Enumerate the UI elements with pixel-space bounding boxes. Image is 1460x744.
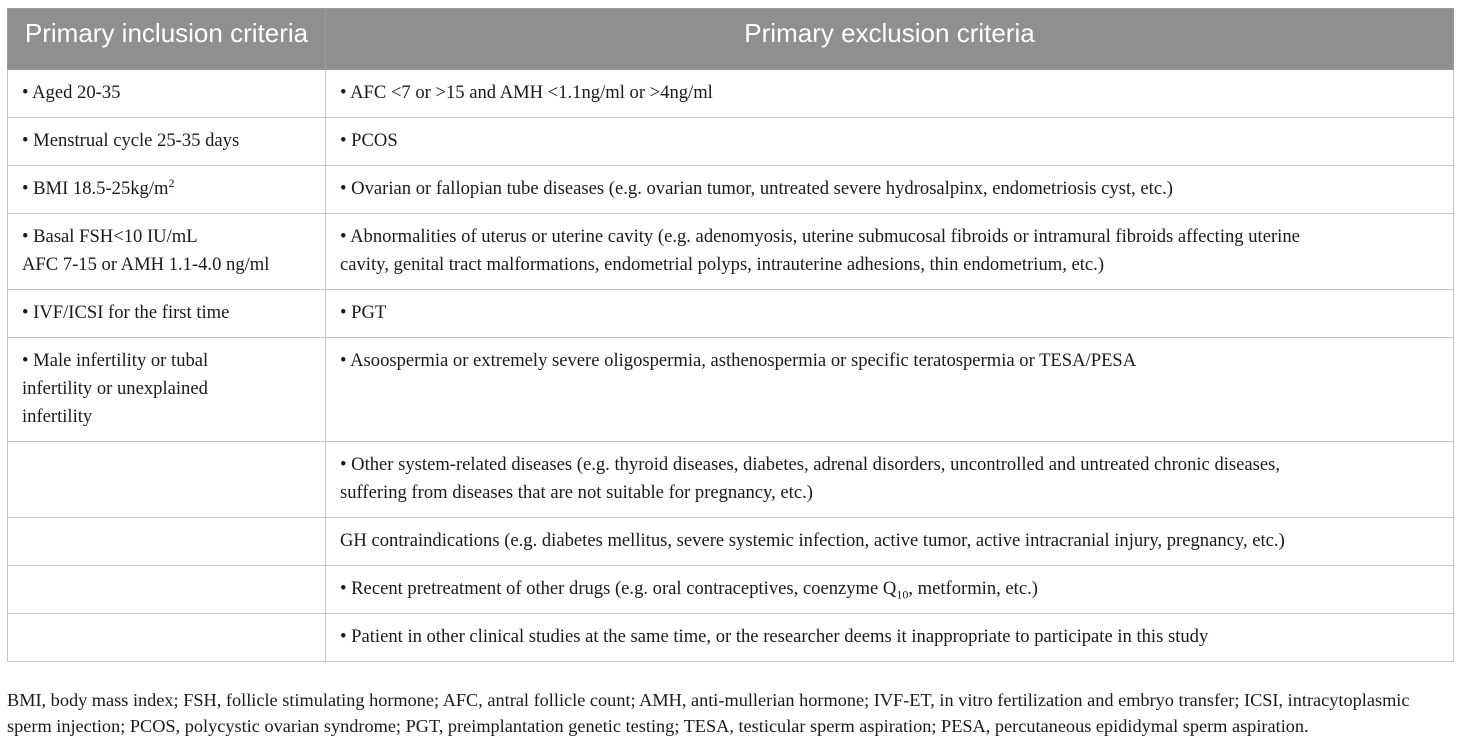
inclusion-text: • Male infertility or tubal: [22, 350, 209, 371]
exclusion-text: • Ovarian or fallopian tube diseases (e.g. ovarian tumor, untreated severe hydrosalpinx, endometriosis cyst, etc.): [340, 178, 1173, 199]
exclusion-header: Primary exclusion criteria: [326, 9, 1454, 70]
table-row: [8, 338, 1454, 442]
exclusion-text: GH contraindications (e.g. diabetes mellitus, severe systemic infection, active tumor, active intracranial injury, pregnancy, etc.): [340, 530, 1285, 551]
criteria-table: [7, 8, 1454, 662]
exclusion-cell: [326, 442, 1454, 518]
exclusion-cell: [326, 70, 1454, 118]
table-row: [8, 518, 1454, 566]
inclusion-cell: [8, 442, 326, 518]
inclusion-cell: [8, 118, 326, 166]
exclusion-cell: [326, 518, 1454, 566]
table-header-row: [8, 9, 1454, 70]
exclusion-text: • PCOS: [340, 130, 398, 151]
table-row: [8, 442, 1454, 518]
exclusion-text: cavity, genital tract malformations, endometrial polyps, intrauterine adhesions, thin endometrium, etc.): [340, 254, 1105, 275]
inclusion-text: infertility: [22, 406, 93, 427]
table-row: [8, 290, 1454, 338]
table-row: [8, 566, 1454, 614]
inclusion-cell: [8, 290, 326, 338]
table-footnote: [7, 687, 1457, 739]
inclusion-cell: [8, 166, 326, 214]
inclusion-cell: [8, 566, 326, 614]
exclusion-cell: [326, 566, 1454, 614]
exclusion-cell: [326, 290, 1454, 338]
exclusion-cell: [326, 118, 1454, 166]
table-row: [8, 70, 1454, 118]
table-row: [8, 214, 1454, 290]
inclusion-cell: [8, 70, 326, 118]
inclusion-text: • Basal FSH<10 IU/mL: [22, 226, 198, 247]
table-row: [8, 166, 1454, 214]
exclusion-cell: [326, 166, 1454, 214]
inclusion-cell: [8, 338, 326, 442]
inclusion-text: • BMI 18.5-25kg/m: [22, 178, 169, 199]
inclusion-header: Primary inclusion criteria: [8, 9, 326, 70]
inclusion-text: • Menstrual cycle 25-35 days: [22, 130, 240, 151]
inclusion-cell: [8, 214, 326, 290]
inclusion-text: infertility or unexplained: [22, 378, 208, 399]
exclusion-cell: [326, 214, 1454, 290]
exclusion-text: suffering from diseases that are not suitable for pregnancy, etc.): [340, 482, 813, 503]
footnote-line: BMI, body mass index; FSH, follicle stimulating hormone; AFC, antral follicle count; AMH, anti-mullerian hormone; IVF-ET, in vitro fertilization and embryo transfer; ICSI, intracytoplasmic: [7, 690, 1410, 710]
exclusion-cell: [326, 338, 1454, 442]
table-row: [8, 118, 1454, 166]
inclusion-cell: [8, 614, 326, 662]
inclusion-text: • Aged 20-35: [22, 82, 121, 103]
exclusion-cell: [326, 614, 1454, 662]
subscript-text: 10: [896, 587, 909, 602]
exclusion-text: • Patient in other clinical studies at the same time, or the researcher deems it inappropriate to participate in this study: [340, 626, 1209, 647]
inclusion-cell: [8, 518, 326, 566]
exclusion-text: • AFC <7 or >15 and AMH <1.1ng/ml or >4ng/ml: [340, 82, 713, 103]
inclusion-text: AFC 7-15 or AMH 1.1-4.0 ng/ml: [22, 254, 270, 275]
exclusion-text: • Other system-related diseases (e.g. thyroid diseases, diabetes, adrenal disorders, uncontrolled and untreated chronic diseases,: [340, 454, 1281, 475]
exclusion-text: • PGT: [340, 302, 387, 323]
table-row: [8, 614, 1454, 662]
exclusion-text: • Abnormalities of uterus or uterine cavity (e.g. adenomyosis, uterine submucosal fibroids or intramural fibroids affecting uterine: [340, 226, 1300, 247]
exclusion-text: • Asoospermia or extremely severe oligospermia, asthenospermia or specific teratospermia or TESA/PESA: [340, 350, 1137, 371]
exclusion-text: , metformin, etc.): [908, 578, 1038, 599]
superscript-text: 2: [168, 175, 175, 190]
inclusion-text: • IVF/ICSI for the first time: [22, 302, 230, 323]
footnote-line: sperm injection; PCOS, polycystic ovarian syndrome; PGT, preimplantation genetic testing; TESA, testicular sperm aspiration; PESA, percutaneous epididymal sperm aspiration.: [7, 716, 1309, 736]
exclusion-text: • Recent pretreatment of other drugs (e.g. oral contraceptives, coenzyme Q: [340, 578, 897, 599]
